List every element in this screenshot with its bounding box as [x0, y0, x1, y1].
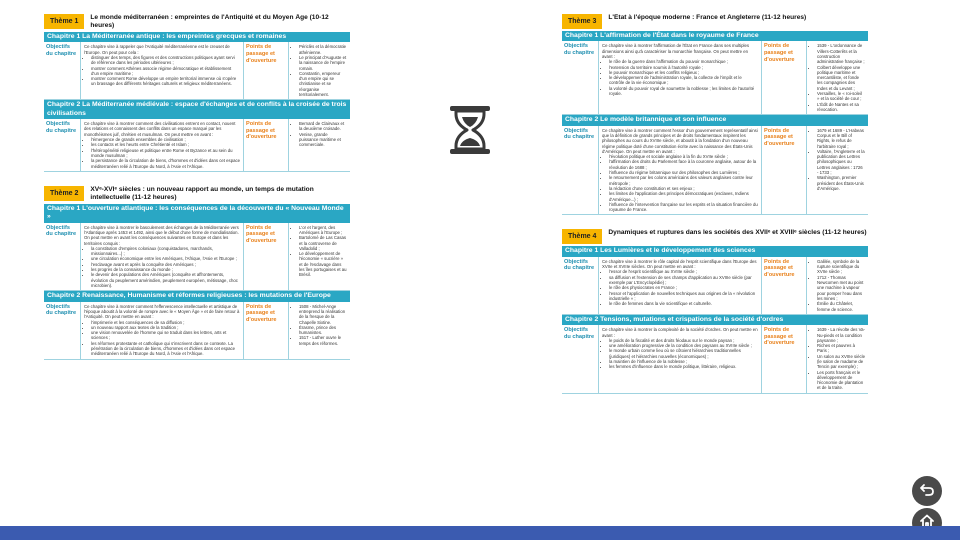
list-item: • les réformes protestante et catholique qui s'inscrivent dans ce contexte. La pénétration de la circulation de biens, d'hommes et d'idées dans cet espace méditerranéen relié à l'Europe du Nord, à l'Asie et l'Afrique. [91, 341, 240, 357]
objectives-text [80, 119, 244, 171]
back-arrow-icon [919, 481, 935, 502]
theme-header [44, 186, 350, 202]
list-item: • la volonté du pouvoir royal de soumettre la noblesse ; les limites de l'autorité royale. [609, 86, 758, 97]
theme-header [562, 229, 868, 244]
chapter-title: Chapitre 2 Le modèle britannique et son influence [562, 115, 868, 125]
chapter-title: Chapitre 1 L'affirmation de l'État dans le royaume de France [562, 31, 868, 41]
list-item: • 1679 et 1689 - L'Habeas Corpus et le Bill of Rights, le refus de l'arbitraire royal ; [817, 128, 865, 149]
list-item: • la rédaction d'une constitution et ses enjeux ; [609, 186, 758, 191]
chapter-title: Chapitre 1 L'ouverture atlantique : les conséquences de la découverte du « Nouveau Monde » [44, 204, 350, 223]
chapter-title: Chapitre 1 Les Lumières et le développement des sciences [562, 246, 868, 256]
chapter-row [44, 42, 350, 100]
points-text [806, 257, 868, 314]
list-item: • le développement de l'administration royale, la collecte de l'impôt et le contrôle de la vie économique ; [609, 75, 758, 86]
list-item: • 1517 - Luther ouvre le temps des réformes. [299, 335, 347, 346]
list-item: • un nouveau rapport aux textes de la tradition ; [91, 325, 240, 330]
chapter-row [44, 119, 350, 172]
points-text [806, 126, 868, 215]
objectives-label: Objectifs du chapitre [46, 224, 77, 238]
list-item: • 1508 - Michel-Ange entreprend la réalisation de la fresque de la Chapelle Sixtine. [299, 304, 347, 325]
theme-title: Le monde méditerranéen : empreintes de l'Antiquité et du Moyen Âge (10-12 heures) [90, 14, 329, 29]
list-item: • Bartolomé de Las Casas et la controverse de Valladolid ; [299, 235, 347, 251]
points-text [806, 325, 868, 393]
document-page-left [44, 14, 350, 522]
objectives-intro: Ce chapitre vise à montrer comment l'essor d'un gouvernement représentatif ainsi que la définition de grands principes et de droits fondamentaux inspirent les philosophes au cours du XVIIIe siècle, et aboutit à la fondation d'un nouveau régime politique doté d'une constitution écrite avec la naissance des États-Unis d'Amérique. On peut mettre en avant : [602, 127, 758, 154]
objectives-text [598, 325, 762, 393]
theme-title: XVᵉ-XVIᵉ siècles : un nouveau rapport au monde, un temps de mutation intellectuelle (11-12 heures) [90, 185, 314, 201]
list-item: • le devenir des populations des Amériques (conquête et affrontements, évolution du peuplement amérindien, peuplement européen, métissage, choc microbien). [91, 272, 240, 288]
list-item: • Un salon au XVIIIe siècle (le salon de madame de Tencin par exemple) ; [817, 354, 865, 370]
list-item: • montrer comment Rome développe un empire territorial immense où s'opère un brassage des différents héritages culturels et religieux méditerranéens. [91, 76, 240, 87]
list-item: • 1539 - L'ordonnance de Villers-Cotterêts et la construction administrative française ; [817, 43, 865, 64]
list-item: • l'hétérogénéité religieuse et politique entre Rome et Byzance et au sein du monde musulman ; [91, 148, 240, 159]
list-item: • la persistance de la circulation de biens, d'hommes et d'idées dans cet espace méditerranéen relié à l'Europe du Nord, à l'Asie et l'Afrique. [91, 158, 240, 169]
document-page-right [562, 14, 868, 522]
list-item: • les contacts et les heurts entre Chrétienté et Islam ; [91, 142, 240, 147]
list-item: • Le développement de l'économie « sucrière » et de l'esclavage dans les îles portugaises et au Brésil. [299, 251, 347, 277]
list-item: • l'évolution politique et sociale anglaise à la fin du XVIIe siècle ; [609, 154, 758, 159]
theme-header [44, 14, 350, 30]
chapter-row [44, 223, 350, 292]
list-item: • 1639 - La révolte des Va-Nu-pieds et la condition paysanne ; [817, 327, 865, 343]
objectives-intro: Ce chapitre vise à rappeler que l'Antiquité méditerranéenne est le creuset de l'Europe. On peut pour cela : [84, 44, 230, 55]
objectives-intro: Ce chapitre vise à montrer le basculement des échanges de la Méditerranée vers l'Atlantique après 1453 et 1492, ainsi que le début d'une forme de mondialisation. On peut mettre en avant les conséquences suivantes en Europe et dans les territoires conquis : [84, 224, 239, 246]
points-text [288, 119, 350, 171]
bottom-bar [0, 526, 960, 540]
objectives-label: Objectifs du chapitre [46, 44, 77, 57]
objectives-text [598, 41, 762, 114]
list-item: • le pouvoir monarchique et les conflits religieux ; [609, 70, 758, 75]
points-label: Points de passage et d'ouverture [764, 258, 795, 279]
list-item: • la maintien de l'influence de la noblesse ; [609, 359, 758, 364]
back-button[interactable] [912, 476, 942, 506]
chapter-row [562, 41, 868, 115]
objectives-intro: Ce chapitre vise à montrer comment des civilisations entrent en contact, nouent des relations et connaissent des conflits dans un espace marqué par les monothéismes juif, chrétien et musulman. On peut mettre en avant : [84, 121, 236, 137]
list-item: • Périclès et la démocratie athénienne. [299, 44, 347, 55]
list-item: • montrer comment Athènes associe régime démocratique et établissement d'un empire maritime ; [91, 66, 240, 77]
list-item: • sa diffusion et l'extension de ses champs d'application au XVIIIe siècle (par exemple par L'Encyclopédie) ; [609, 275, 758, 286]
list-item: • les progrès de la connaissance du monde ; [91, 267, 240, 272]
points-label: Points de passage et d'ouverture [246, 44, 277, 64]
list-item: • le monde urbain comme lieu où se côtoient hiérarchies traditionnelles (juridiques) et hiérarchies nouvelles (économiques) ; [609, 348, 758, 359]
chapter-row [562, 126, 868, 216]
list-item: • l'extension du territoire soumis à l'autorité royale ; [609, 65, 758, 70]
objectives-text [80, 223, 244, 291]
points-label: Points de passage et d'ouverture [246, 224, 277, 244]
points-label: Points de passage et d'ouverture [764, 127, 795, 147]
objectives-label: Objectifs du chapitre [564, 258, 595, 272]
objectives-intro: Ce chapitre vise à montrer la complexité de la société d'ordres. On peut mettre en avant : [602, 327, 758, 338]
list-item: • une vision renouvelée de l'homme qui se traduit dans les lettres, arts et sciences ; [91, 330, 240, 341]
chapter-title: Chapitre 2 La Méditerranée médiévale : espace d'échanges et de conflits à la croisée de trois civilisations [44, 100, 350, 119]
list-item: • l'affirmation des droits du Parlement face à la couronne anglaise, autour de la révolution de 1688 ; [609, 159, 758, 170]
theme-label: Thème 4 [562, 229, 602, 244]
points-text [806, 41, 868, 114]
objectives-text [80, 302, 244, 359]
theme-label: Thème 2 [44, 186, 84, 201]
list-item: • L'or et l'argent, des Amériques à l'Europe ; [299, 225, 347, 236]
chapter-row [562, 257, 868, 315]
list-item: • Émilie du Châtelet, femme de science. [817, 301, 865, 312]
points-text [288, 302, 350, 359]
list-item: • l'influence du régime britannique sur des philosophes des Lumières ; [609, 170, 758, 175]
list-item: • les limites de l'application des principes démocratiques (esclaves, Indiens d'Amérique...) ; [609, 191, 758, 202]
list-item: • Versailles, le « roi-soleil » et la société de cour ; [817, 91, 865, 102]
objectives-intro: Ce chapitre vise à montrer l'affirmation de l'État en France dans ses multiples dimensions ainsi qu'à caractériser la monarchie française. On peut mettre en avant : [602, 43, 750, 59]
list-item: • Riches et pauvres à Paris ; [817, 343, 865, 354]
list-item: • le rôle de femmes dans la vie scientifique et culturelle. [609, 301, 758, 306]
points-label: Points de passage et d'ouverture [764, 327, 795, 347]
objectives-label: Objectifs du chapitre [564, 43, 595, 56]
list-item: • Constantin, empereur d'un empire qui se christianise et se réorganise territorialement. [299, 71, 347, 97]
list-item: • L'Édit de Nantes et sa révocation. [817, 102, 865, 113]
chapter-row [44, 302, 350, 360]
list-item: • Colbert développe une politique maritime et mercantiliste, et fonde les compagnies des Indes et du Levant ; [817, 65, 865, 91]
list-item: • l'influence de l'intervention française sur les esprits et la situation financière du royaume de France. [609, 202, 758, 213]
list-item: • une amélioration progressive de la condition des paysans au XVIIIe siècle ; [609, 343, 758, 348]
theme-title: Dynamiques et ruptures dans les sociétés des XVIIᵉ et XVIIIᵉ siècles (11-12 heures) [608, 229, 867, 237]
theme-header [562, 14, 868, 29]
list-item: • Venise, grande puissance maritime et commerciale. [299, 132, 347, 148]
list-item: • les femmes d'influence dans le monde politique, littéraire, religieux. [609, 364, 758, 369]
objectives-text [598, 126, 762, 215]
list-item: • le poids de la fiscalité et des droits féodaux sur le monde paysan ; [609, 338, 758, 343]
list-item: • Washington, premier président des États-Unis d'Amérique. [817, 175, 865, 191]
chapter-title: Chapitre 2 Tensions, mutations et crispations de la société d'ordres [562, 315, 868, 325]
points-text [288, 223, 350, 291]
list-item: • la constitution d'empires coloniaux (conquistadores, marchands, missionnaires...) ; [91, 246, 240, 257]
list-item: • distinguer des temps, des figures et des constructions politiques ayant servi de référence dans les périodes ultérieures ; [91, 55, 240, 66]
points-label: Points de passage et d'ouverture [246, 303, 277, 323]
list-item: • Galilée, symbole de la rupture scientifique du XVIIe siècle ; [817, 259, 865, 275]
list-item: • Les ports français et le développement de l'économie de plantation et de la traite. [817, 370, 865, 391]
objectives-text [80, 42, 244, 99]
list-item: • l'essor et l'application de nouvelles techniques aux origines de la « révolution industrielle » ; [609, 291, 758, 302]
list-item: • 1712 - Thomas Newcomen met au point une machine à vapeur pour pomper l'eau dans les mines ; [817, 275, 865, 301]
chapter-title: Chapitre 2 Renaissance, Humanisme et réformes religieuses : les mutations de l'Europe [44, 291, 350, 301]
theme-label: Thème 3 [562, 14, 602, 29]
list-item: • Voltaire, l'Angleterre et la publication des Lettres philosophiques ou Lettres anglaises : 1726 - 1733 ; [817, 149, 865, 175]
objectives-label: Objectifs du chapitre [46, 121, 77, 134]
list-item: • l'émergence de grands ensembles de civilisation ; [91, 137, 240, 142]
list-item: • l'esclavage avant et après la conquête des Amériques ; [91, 262, 240, 267]
objectives-intro: Ce chapitre vise à montrer le rôle capital de l'esprit scientifique dans l'Europe des XVIIe et XVIIIe siècles. On peut mettre en avant : [602, 258, 757, 270]
list-item: • Érasme, prince des humanistes. [299, 325, 347, 336]
list-item: • le retournement par les colons américains des valeurs anglaises contre leur métropole ; [609, 175, 758, 186]
points-text [288, 42, 350, 99]
theme-label: Thème 1 [44, 14, 84, 29]
list-item: • le rôle des physiocrates en France ; [609, 285, 758, 290]
points-label: Points de passage et d'ouverture [246, 121, 277, 141]
list-item: • l'imprimerie et les conséquences de sa diffusion ; [91, 320, 240, 325]
list-item: • Bernard de Clairvaux et la deuxième croisade. [299, 121, 347, 132]
chapter-row [562, 325, 868, 394]
hourglass-icon [440, 100, 500, 160]
objectives-label: Objectifs du chapitre [564, 327, 595, 340]
list-item: • Le principat d'Auguste et la naissance de l'empire romain. [299, 55, 347, 71]
chapter-title: Chapitre 1 La Méditerranée antique : les empreintes grecques et romaines [44, 32, 350, 42]
list-item: • l'essor de l'esprit scientifique au XVIIIe siècle ; [609, 269, 758, 274]
objectives-text [598, 257, 762, 314]
points-label: Points de passage et d'ouverture [764, 43, 795, 63]
objectives-label: Objectifs du chapitre [564, 127, 595, 141]
list-item: • le rôle de la guerre dans l'affirmation du pouvoir monarchique ; [609, 59, 758, 64]
list-item: • une circulation économique entre les Amériques, l'Afrique, l'Asie et l'Europe ; [91, 256, 240, 261]
objectives-label: Objectifs du chapitre [46, 303, 77, 317]
objectives-intro: Ce chapitre vise à montrer comment l'effervescence intellectuelle et artistique de l'époque aboutit à la volonté de rompre avec le « Moyen Âge » et de faire retour à l'Antiquité. On peut mettre en avant : [84, 303, 240, 320]
theme-title: L'État à l'époque moderne : France et Angleterre (11-12 heures) [608, 14, 807, 21]
